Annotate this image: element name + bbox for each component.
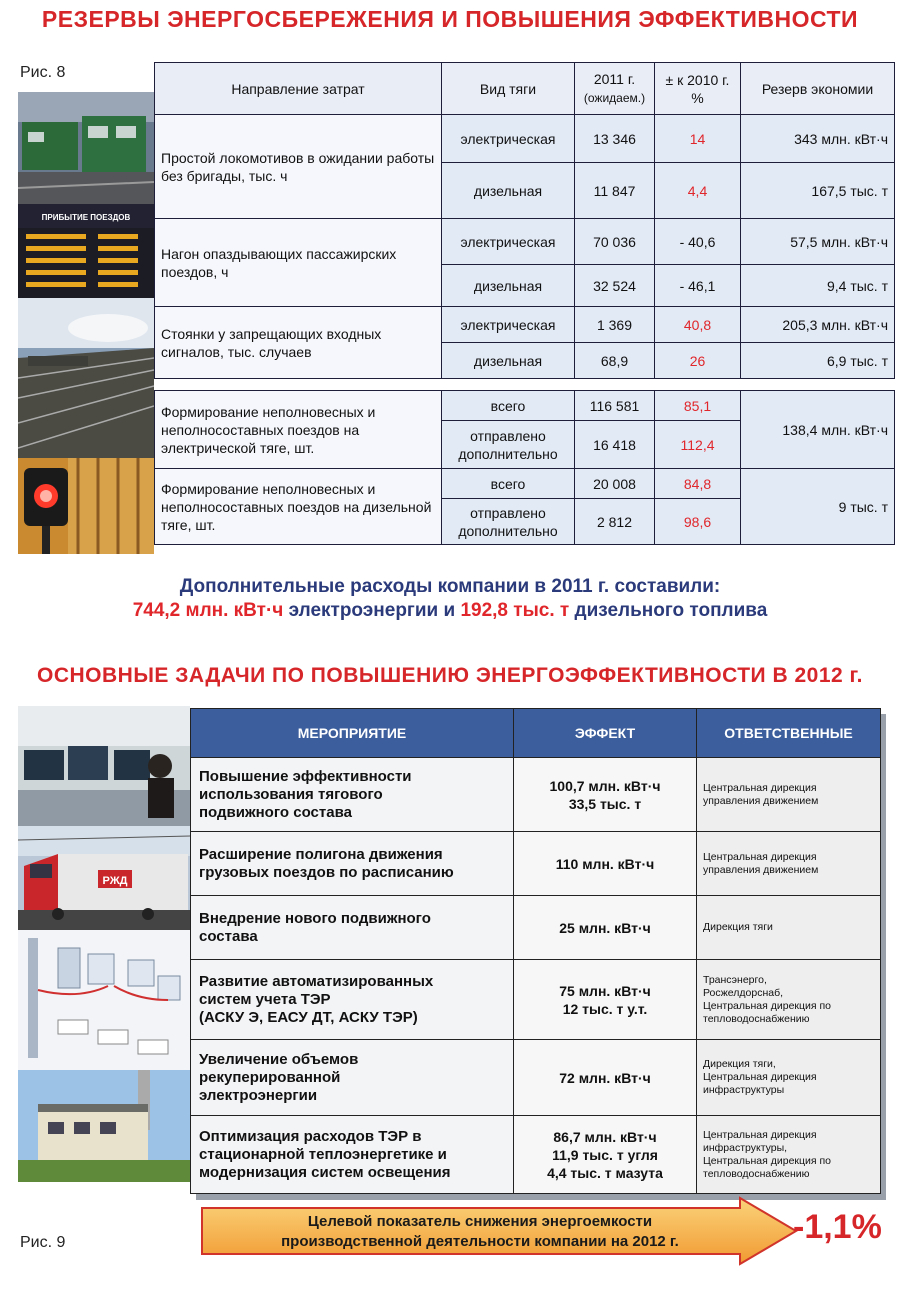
- value-cell: 1 369: [575, 307, 655, 343]
- delta-cell: 84,8: [655, 469, 741, 499]
- photo-control-room: [18, 706, 190, 826]
- responsible-cell: Трансэнерго, Росжелдорснаб, Центральная дирекция по тепловодоснабжению: [697, 960, 881, 1040]
- reserve-cell: 57,5 млн. кВт·ч: [741, 219, 895, 265]
- value-cell: 68,9: [575, 343, 655, 379]
- target-value: -1,1%: [793, 1208, 882, 1246]
- reserve-cell: 343 млн. кВт·ч: [741, 115, 895, 163]
- measure-cell: Развитие автоматизированных систем учета ТЭР (АСКУ Э, ЕАСУ ДТ, АСКУ ТЭР): [191, 960, 514, 1040]
- photo-locomotives: [18, 92, 154, 204]
- delta-cell: 98,6: [655, 499, 741, 545]
- delta-cell: 40,8: [655, 307, 741, 343]
- reserve-cell: 9,4 тыс. т: [741, 265, 895, 307]
- effect-cell: 100,7 млн. кВт·ч 33,5 тыс. т: [514, 758, 697, 832]
- traction-cell: электрическая: [442, 307, 575, 343]
- header-traction: Вид тяги: [442, 63, 575, 115]
- summary-line: Дополнительные расходы компании в 2011 г. составили:: [179, 576, 721, 597]
- traction-cell: дизельная: [442, 343, 575, 379]
- measure-cell: Увеличение объемов рекуперированной электроэнергии: [191, 1040, 514, 1116]
- traction-cell: отправлено дополнительно: [442, 421, 575, 469]
- traction-cell: дизельная: [442, 163, 575, 219]
- section2-photos: [18, 706, 190, 1182]
- header-delta: ± к 2010 г. %: [655, 63, 741, 115]
- effect-cell: 72 млн. кВт·ч: [514, 1040, 697, 1116]
- section1-photos: [18, 92, 154, 554]
- reserve-cell: 6,9 тыс. т: [741, 343, 895, 379]
- responsible-cell: Центральная дирекция управления движением: [697, 758, 881, 832]
- reserve-cell: 138,4 млн. кВт·ч: [741, 391, 895, 469]
- header-reserve: Резерв экономии: [741, 63, 895, 115]
- arrivals-board-text: ПРИБЫТИЕ ПОЕЗДОВ: [41, 213, 131, 222]
- summary-electricity-text: электроэнергии и: [288, 600, 456, 621]
- effect-cell: 110 млн. кВт·ч: [514, 832, 697, 896]
- value-cell: 20 008: [575, 469, 655, 499]
- target-text: Целевой показатель снижения энергоемкости производственной деятельности компании на 2012 г.: [281, 1213, 679, 1250]
- reserve-cell: 9 тыс. т: [741, 469, 895, 545]
- measure-cell: Внедрение нового подвижного состава: [191, 896, 514, 960]
- diagram-metering-system: [18, 930, 190, 1070]
- figure-8-label: Рис. 8: [20, 64, 66, 81]
- header-direction: Направление затрат: [155, 63, 442, 115]
- summary-diesel-text: дизельного топлива: [574, 600, 768, 621]
- tasks-table-container: [190, 708, 880, 1194]
- traction-cell: электрическая: [442, 219, 575, 265]
- delta-cell: - 40,6: [655, 219, 741, 265]
- header-year: 2011 г. (ожидаем.): [575, 63, 655, 115]
- value-cell: 2 812: [575, 499, 655, 545]
- direction-cell: Простой локомотивов в ожидании работы без бригады, тыс. ч: [155, 115, 442, 219]
- section1-title: РЕЗЕРВЫ ЭНЕРГОСБЕРЕЖЕНИЯ И ПОВЫШЕНИЯ ЭФФЕКТИВНОСТИ: [41, 6, 859, 32]
- photo-electric-locomotive: [18, 826, 190, 930]
- traction-cell: дизельная: [442, 265, 575, 307]
- photo-rail-yard: [18, 298, 154, 458]
- delta-cell: 4,4: [655, 163, 741, 219]
- delta-cell: 85,1: [655, 391, 741, 421]
- value-cell: 16 418: [575, 421, 655, 469]
- effect-cell: 86,7 млн. кВт·ч 11,9 тыс. т угля 4,4 тыс. т мазута: [514, 1116, 697, 1194]
- measure-cell: Расширение полигона движения грузовых поездов по расписанию: [191, 832, 514, 896]
- delta-cell: 14: [655, 115, 741, 163]
- reserve-cell: 205,3 млн. кВт·ч: [741, 307, 895, 343]
- section2-title: ОСНОВНЫЕ ЗАДАЧИ ПО ПОВЫШЕНИЮ ЭНЕРГОЭФФЕКТИВНОСТИ В 2012 г.: [37, 664, 863, 687]
- header-measure: МЕРОПРИЯТИЕ: [191, 709, 514, 758]
- energy-reserves-table: [154, 62, 895, 545]
- figure-9-label: Рис. 9: [20, 1234, 66, 1251]
- value-cell: 32 524: [575, 265, 655, 307]
- value-cell: 116 581: [575, 391, 655, 421]
- measure-cell: Повышение эффективности использования тягового подвижного состава: [191, 758, 514, 832]
- photo-red-signal: [18, 458, 154, 554]
- responsible-cell: Центральная дирекция инфраструктуры, Центральная дирекция по тепловодоснабжению: [697, 1116, 881, 1194]
- energy-tasks-table: [190, 708, 881, 1194]
- header-responsible: ОТВЕТСТВЕННЫЕ: [697, 709, 881, 758]
- value-cell: 13 346: [575, 115, 655, 163]
- traction-cell: всего: [442, 469, 575, 499]
- photo-boiler-house: [18, 1070, 190, 1182]
- responsible-cell: Центральная дирекция управления движением: [697, 832, 881, 896]
- effect-cell: 75 млн. кВт·ч 12 тыс. т у.т.: [514, 960, 697, 1040]
- traction-cell: всего: [442, 391, 575, 421]
- direction-cell: Формирование неполновесных и неполносоставных поездов на дизельной тяге, шт.: [155, 469, 442, 545]
- direction-cell: Стоянки у запрещающих входных сигналов, тыс. случаев: [155, 307, 442, 379]
- responsible-cell: Дирекция тяги, Центральная дирекция инфраструктуры: [697, 1040, 881, 1116]
- photo-arrivals-board: [18, 204, 154, 298]
- traction-cell: отправлено дополнительно: [442, 499, 575, 545]
- delta-cell: 26: [655, 343, 741, 379]
- summary-electricity-value: 744,2 млн. кВт·ч: [132, 600, 284, 621]
- effect-cell: 25 млн. кВт·ч: [514, 896, 697, 960]
- header-effect: ЭФФЕКТ: [514, 709, 697, 758]
- reserve-cell: 167,5 тыс. т: [741, 163, 895, 219]
- summary-diesel-value: 192,8 тыс. т: [460, 600, 570, 621]
- delta-cell: 112,4: [655, 421, 741, 469]
- rzd-logo-text: РЖД: [102, 875, 128, 887]
- value-cell: 11 847: [575, 163, 655, 219]
- direction-cell: Нагон опаздывающих пассажирских поездов, ч: [155, 219, 442, 307]
- direction-cell: Формирование неполновесных и неполносоставных поездов на электрической тяге, шт.: [155, 391, 442, 469]
- summary-values: [0, 600, 900, 622]
- value-cell: 70 036: [575, 219, 655, 265]
- measure-cell: Оптимизация расходов ТЭР в стационарной теплоэнергетике и модернизация систем освещения: [191, 1116, 514, 1194]
- responsible-cell: Дирекция тяги: [697, 896, 881, 960]
- delta-cell: - 46,1: [655, 265, 741, 307]
- traction-cell: электрическая: [442, 115, 575, 163]
